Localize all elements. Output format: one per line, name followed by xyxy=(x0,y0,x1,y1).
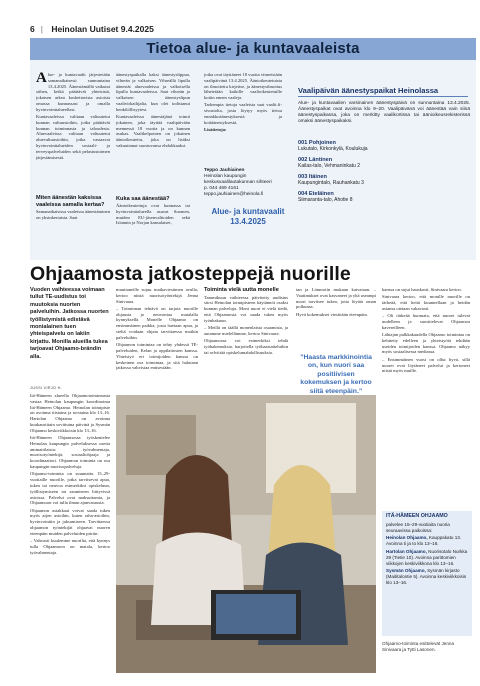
subheading-who-can-vote: Kuka saa äänestää? xyxy=(116,196,170,202)
district-place: Lukutalo, Kirkonkylä, Koulukuja xyxy=(298,146,368,153)
place-name: Heinolan Ohjaamo, xyxy=(386,535,428,541)
district-place: Kaupungintalo, Rauhankatu 3 xyxy=(298,180,364,187)
polling-district xyxy=(298,191,468,203)
paragraph: Lähiajan palkkakaudella Ohjaamo toimintaa on kehitetty edelleen ja yhteistyötä tehdään useiden toimijoiden kanssa. Ohjaamo näkyy myös sosiaalisessa mediassa. xyxy=(382,332,470,355)
paragraph: Ohjaamossa voi esimerkiksi tehdä työhakemuksia, harjoitella työhaastatteluihin tai selvittää opiskelumahdollisuuksia. xyxy=(204,338,288,355)
contact-phone: p. 044 469 4161 xyxy=(204,186,239,191)
election-event-name: Alue- ja kuntavaalit xyxy=(211,207,285,216)
election-event-date: 13.4.2025 xyxy=(230,217,266,226)
polling-places-title: Vaalipäivän äänestyspaikat Heinolassa xyxy=(298,86,439,95)
paragraph: Tarkempia tietoja vaaleista saat vaalit.fi-sivustolta, josta löytyy myös tietoa ennakkoäänestyksestä ja kotiäänestyksestä. xyxy=(204,102,282,125)
election-column-3 xyxy=(204,72,282,162)
polling-places-intro: Alue- ja kuntavaalien varsinainen äänestyspäivä on sunnuntaina 13.4.2025. Äänestyspaikat ovat avoinna klo 9–20. Vaalipäivänä voi äänestää vain siinä äänestyspaikassa, joka on merkitty vaalikortissa tai äänioikeusrekisterissä omaksi äänestyspaikaksi. xyxy=(298,101,470,124)
article-column-3 xyxy=(204,287,288,390)
paragraph: äänestyspaikalla kaksi äänestyslippua, vihreän ja valkoisen. Vihreällä lipulla äänestät aluevaaleissa ja valkoisella lipulla kuntavaaleissa. Saat vihreän ja valkoisen äänestyslipun vaalivirkailijalta, kun olet todistanut henkilöllisyytesi. xyxy=(116,72,190,112)
district-place: Kailas-talo, Vehmaninkatu 2 xyxy=(298,163,360,170)
publication-name: Heinolan Uutiset 9.4.2025 xyxy=(51,24,154,34)
subheading-how-to-vote: Miten äänestän kaksissa vaaleissa samalla kertaa? xyxy=(36,195,105,208)
place-info: Kauppakatu 13. Avoinna ti ja to klo 13–16. xyxy=(386,535,462,547)
paragraph: muuttaneille sujuu matkaviestimen avulla, kertoo niistä nuorisotyöntekijä Jenna Sinivaara. xyxy=(116,287,198,304)
paragraph: Sinivaara kertoo, että monille nuorille on tärkeää, että heitä kuunnellaan ja heidän asiansa otetaan vakavasti. xyxy=(382,294,470,311)
article-photo xyxy=(116,395,376,673)
district-place: Siimaranta-talo, Ahotie 8 xyxy=(298,197,353,204)
paragraph: Lisätietoja: xyxy=(204,127,227,133)
main-article-title: Ohjaamosta jatkosteppejä nuorille xyxy=(30,263,351,285)
paragraph: lue- ja kuntavaalit järjestetään samanaikaisesti sunnuntaina 13.4.2025. Äänestämällä vaikutat siihen, ketkä päättävät yhteisistä, jokaisen arkea koskettavista asioista omassa kunnassasi ja omalla hyvinvointialueellasi. xyxy=(36,72,110,112)
pull-quote: ”Haasta markkinointia on, kun nuori saa positiivisen kokemuksen ja kertoo siitä eteenpäin.” xyxy=(300,354,372,395)
contact-name: Teppo Jauhiainen xyxy=(204,168,245,173)
paragraph: – Oli tärkeää huomata, että nuoret tulevat uudelleen ja suosittelevat Ohjaamoa kavereilleen. xyxy=(382,313,470,330)
byline: JUSSI VIRJO H. xyxy=(30,386,63,390)
paragraph: – Vahvasti kuulemme nuorilta, että kynnys tulla Ohjaamoon on matala, kertoo työvalmentaja. xyxy=(30,538,110,555)
subheading-new-service: Toiminta vielä uutta monelle xyxy=(204,287,279,293)
paragraph: Ohjaamon asiakkaat voivat saada tukea myös arjen asioihin, kuten raha-asioihin, hyvinvointiin ja jaksamiseen. Tarvittaessa ohjaamon työntekijät ohjaavat nuoren eteenpäin muiden palveluiden piiriin. xyxy=(30,507,110,536)
election-column-1 xyxy=(36,72,110,190)
polling-district xyxy=(298,140,468,152)
paragraph: Itä-Hämeen Ohjaamossa työskentelee Heinolan kaupungin palveluksessa useita ammattilaisia: työvalmentaja, nuorisotyöntekijä, sosiaaliohjaaja ja koordinaattori. Ohjaamon toiminta on osa kaupungin nuorisopalveluja. xyxy=(30,435,110,470)
info-box-intro: palvelee 15–29-vuotiaita nuoria seuraavissa paikoissa: xyxy=(386,521,450,533)
district-name: 002 Läntinen xyxy=(298,157,333,163)
article-column-1 xyxy=(30,393,110,669)
polling-district xyxy=(298,174,468,186)
page-number: 6 xyxy=(30,24,35,34)
election-column-2-continued xyxy=(116,203,190,243)
paragraph: kanssa on sujut hauskasti, Sinivaara kertoo. xyxy=(382,287,462,292)
info-box-place xyxy=(386,535,468,547)
polling-district xyxy=(298,157,468,169)
paragraph: Hyvä kokemukset viestitään eteenpäin. xyxy=(296,311,368,317)
place-info: Nuorisotalo Nurkka 29 (Tietie 10). Avoinna parittomien viikkojen keskiviikkona klo 13–16. xyxy=(386,548,468,566)
paragraph: jotka ovat täyttäneet 18 vuotta viimeistään vaalipäivänä 13.4.2025. Äänioikeutetuista on ilmoitettu kirjeitse, ja äänestysilmoitus lähetetään kaikille vaalioikeutetuille kotiin ennen vaaleja. xyxy=(204,72,282,101)
paragraph: Ohjaamo-toiminta on suunnattu 15–29-vuotiaille nuorille, jotka tarvitsevat apua, tukea tai neuvoa esimerkiksi opiskeluun, työllistymiseen tai asumiseen liittyvissä asioissa. Palvelut ovat maksuttomia, ja Ohjaamoon voi tulla ilman ajanvarausta. xyxy=(30,471,110,506)
paragraph: – Meillä on täällä monenlaista osaamista, ja autamme mielellämme, kertoo Sinivaara. xyxy=(204,325,288,336)
photo-illustration xyxy=(116,395,376,673)
paragraph: Tammikuun vaihteessa päivitetty uudistus siirsi Heinolan toimipisteen käytännöt osaksi kunnan palveluja. Moni nuori ei vielä tiedä, että Ohjaamosta voi saada tukea myös työnhakuun. xyxy=(204,294,288,323)
election-column-1-continued xyxy=(36,209,110,233)
district-name: 003 Itäinen xyxy=(298,174,327,180)
paragraph: Ohjaamon toimintaa on tehty yhdessä TE-palveluiden, Kelan ja oppilaitosten kanssa. Yhteistyö eri toimijoiden kanssa on keskeinen osa toimintaa, ja sitä halutaan jatkossa vahvistaa entisestään. xyxy=(116,342,198,371)
divider xyxy=(298,96,468,97)
article-column-5 xyxy=(382,287,470,507)
place-info: Sysmän kirjasto (Maititalontie 5). Avoinna keskiviikkoisin klo 13–16. xyxy=(386,568,467,585)
district-name: 001 Pohjoinen xyxy=(298,140,336,146)
paragraph: Äänioikeutettuja ovat kunnassa tai hyvinvointialueella asuvat Suomen, muiden EU-jäsenvaltioiden sekä Islannin ja Norjan kansalaiset, xyxy=(116,203,190,226)
info-box xyxy=(382,511,472,636)
dropcap: A xyxy=(36,72,47,86)
place-name: Sysmän Ohjaamo, xyxy=(386,568,426,574)
info-box-title: ITÄ-HÄMEEN OHJAAMO xyxy=(386,513,448,519)
district-name: 004 Eteläinen xyxy=(298,191,334,197)
election-article-title: Tietoa alue- ja kuntavaaleista xyxy=(146,40,360,57)
contact-email-link[interactable]: teppo.jauhiainen@heinola.fi xyxy=(204,192,264,197)
contact-info xyxy=(204,168,284,198)
paragraph: Samanaikaisissa vaaleissa äänestäminen on yksinkertaista. Saat xyxy=(36,209,110,220)
paragraph: – Ensimmäinen vuosi on ollut hyvä, sillä nuoret ovat löytäneet palvelut ja kertoneet niistä myös muille. xyxy=(382,356,470,374)
paragraph: Kuntavaaleissa valitaan valtuutetut kunnan valtuustoihin, jotka päättävät kunnan toiminnasta ja taloudesta. Aluevaaleissa valitaan valtuutetut aluevaltuustoihin, jotka vastaavat hyvinvointialueiden sosiaali- ja terveyspalveluiden sekä pelastustoimen järjestämisestä. xyxy=(36,114,110,160)
photo-caption: Ohjaamo-toiminta esittelevät Jenna Sinivaara ja Tytti Lasonen. xyxy=(382,641,455,652)
paragraph: Itä-Hämeen alueella Ohjaamotoiminnasta vastaa Heinolan kaupungin koordinoima Itä-Hämeen Ohjaamo. Heinolan toimipiste on avoinna tiistaina ja torstaina klo 13–16. Hartolan Ohjaamo on avoinna kuukausittain sovittuina päivinä ja Sysmän Ohjaamo keskiviikkoisin klo 13–16. xyxy=(30,393,110,433)
paragraph: Kuntavaaleissa äänestäjänä toimii jokainen, joka täyttää vaalipäivään mennessä 18 vuotta ja on kunnan asukas. Vaalikelpoinen on jokainen äänioikeutettu, joka on lisäksi vakuuttanut suostuvansa ehdokkaaksi. xyxy=(116,114,190,149)
paragraph: – Toiminnan tehtävä on tarjota nuorille ohjausta ja neuvontaa matalalla kynnyksellä. Monelle Ohjaamo on ensimmäinen paikka, josta haetaan apua, ja sieltä voidaan ohjata tarvittaessa muihin palveluihin. xyxy=(116,305,198,340)
article-column-4 xyxy=(296,287,376,353)
article-lead: Vuoden vaihteessa voimaan tullut TE-uudistus toi muutoksia nuorten palveluihin. Jatkossa nuorten työllistymistä edistävä monialainen tuen yhteispalvelu on lakiin kirjattu. Monilla alueilla tukea tarjoavat Ohjaamo-brändin alla. xyxy=(30,287,109,360)
article-column-2 xyxy=(116,287,198,390)
paragraph: tan ja Lönnrotin mukaan kaivataan. – Vaatimukset ovat kasvaneet ja yhä useampi nuori tarvitsee tukea, jotta löytää oman polkunsa. xyxy=(296,287,376,310)
contact-role: Heinolan kaupungin keskusvaalilautakunnan sihteeri xyxy=(204,174,272,185)
info-box-place xyxy=(386,549,468,566)
page-header: 6 | Heinolan Uutiset 9.4.2025 xyxy=(30,24,154,34)
info-box-place xyxy=(386,568,468,585)
election-column-2 xyxy=(116,72,190,192)
place-name: Hartolan Ohjaamo, xyxy=(386,548,427,554)
